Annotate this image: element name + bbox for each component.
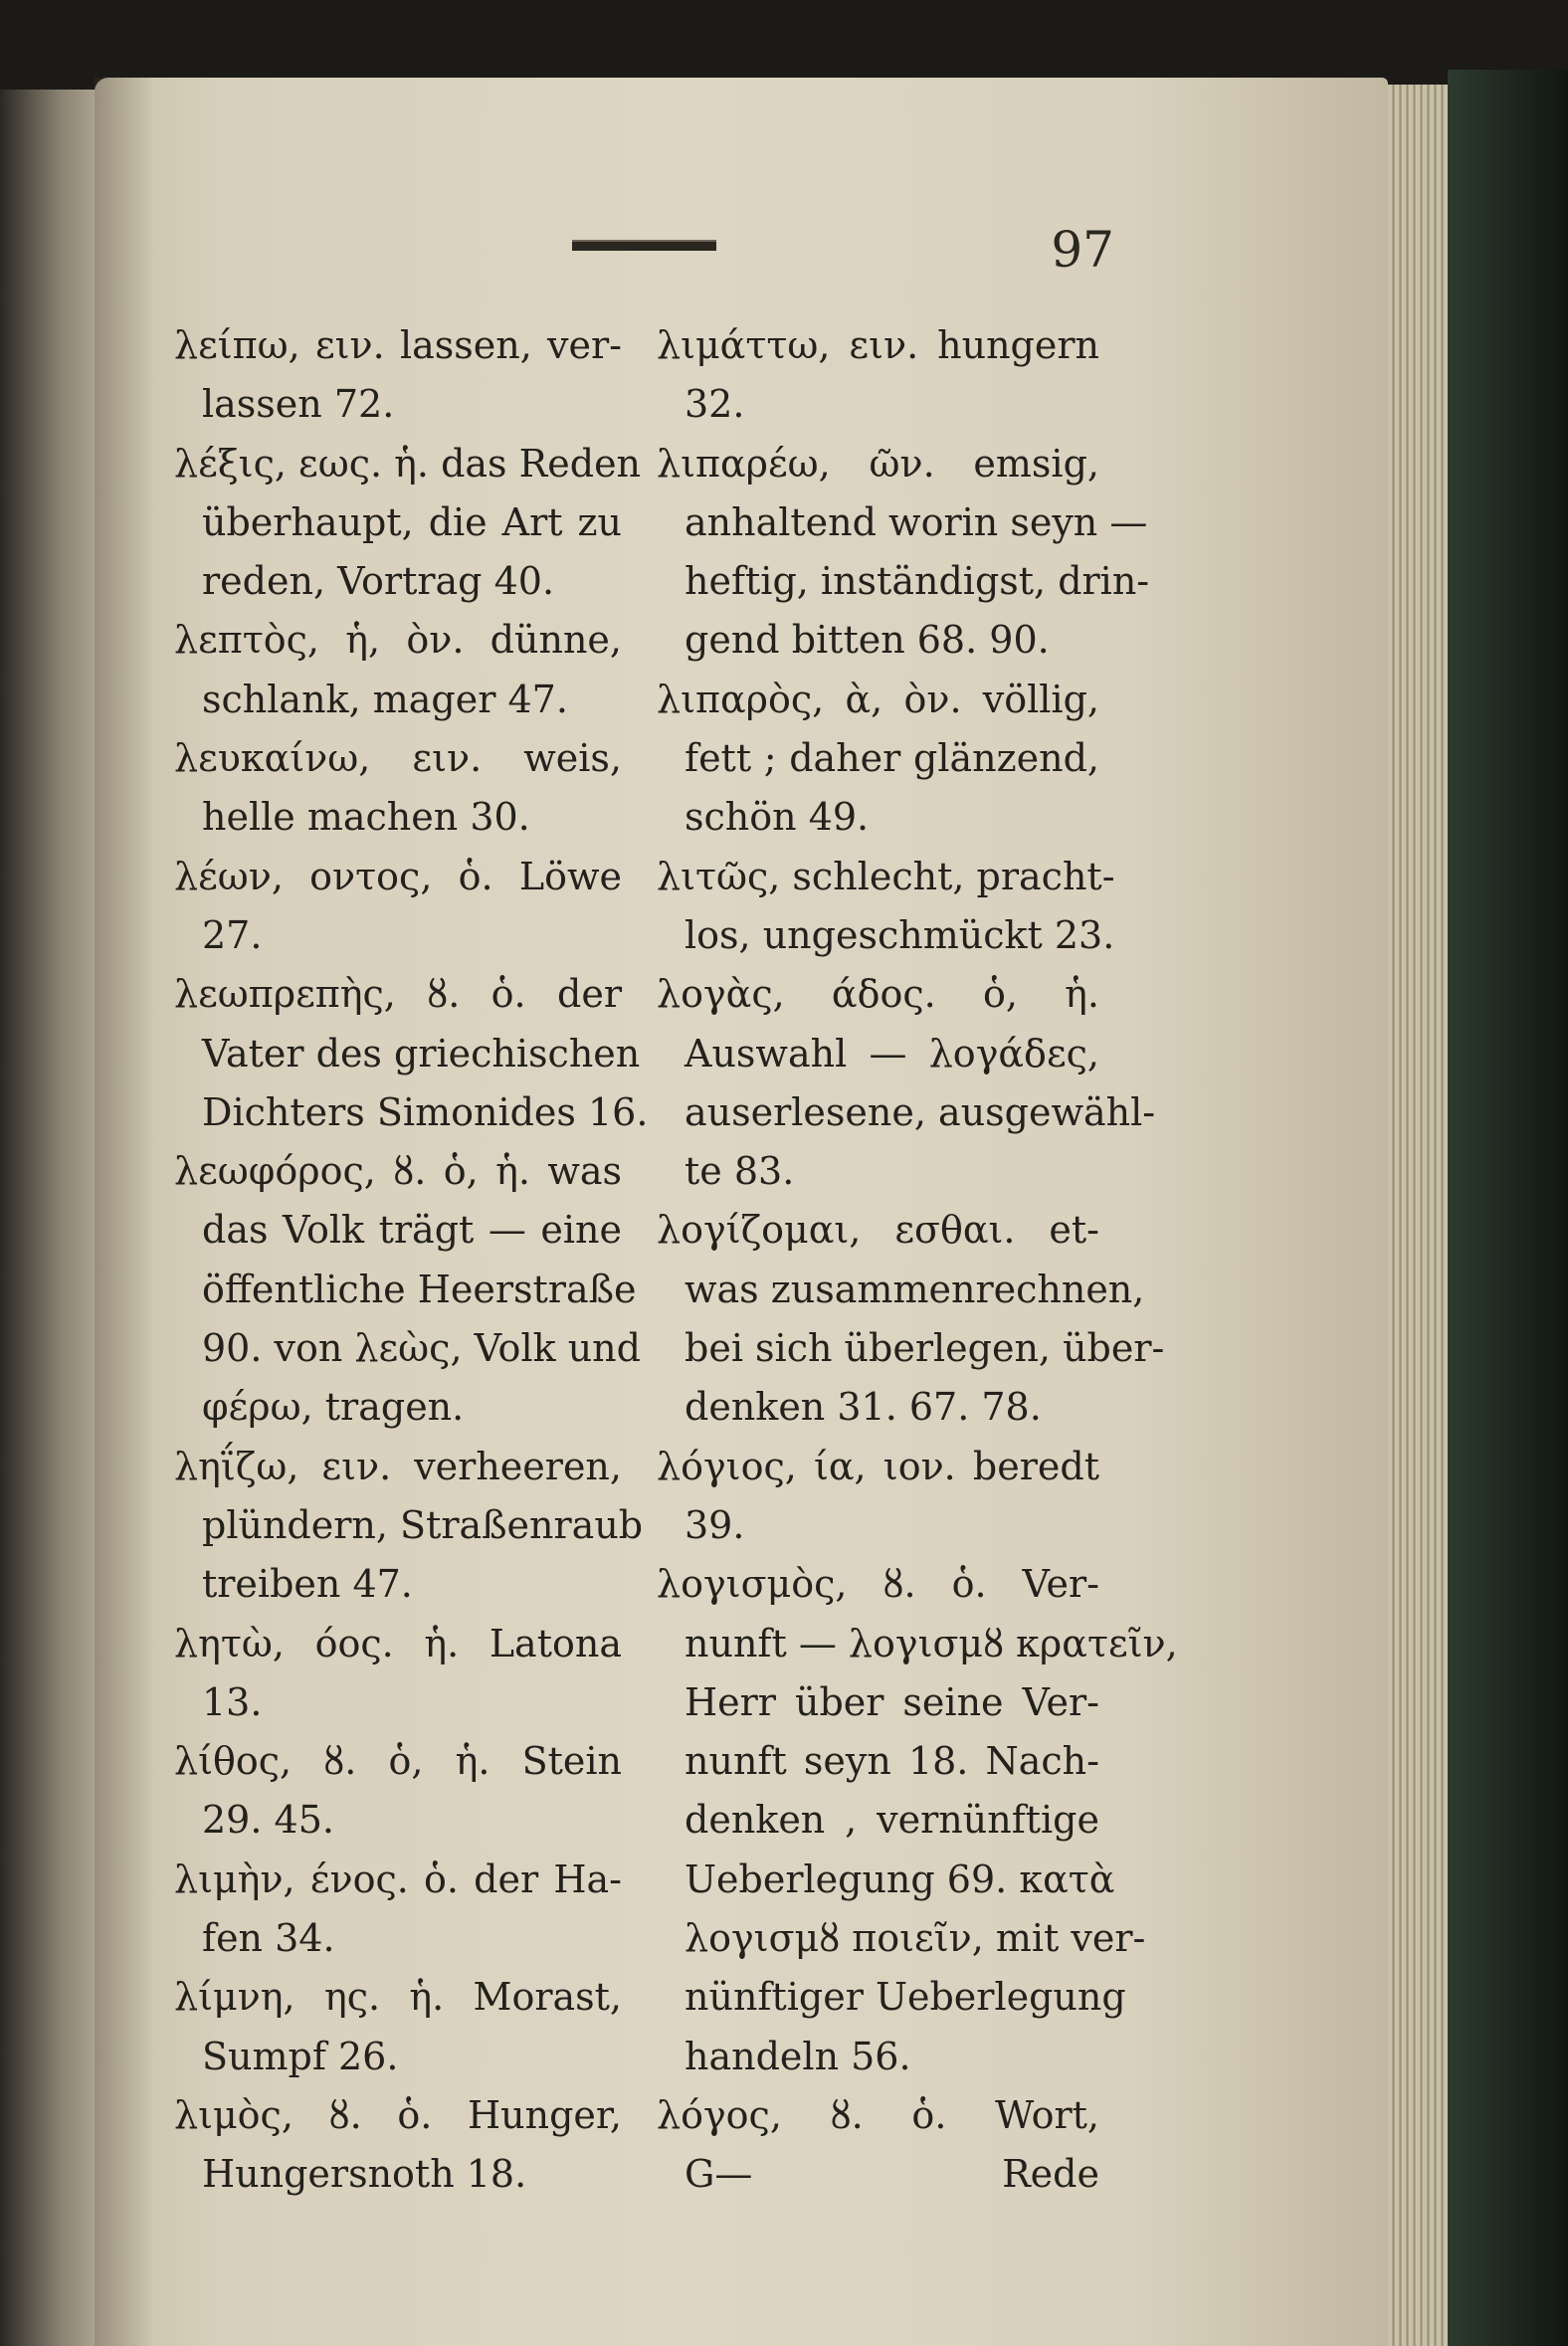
text-line: das Volk trägt — eine	[202, 1208, 622, 1253]
page-number: 97	[1051, 221, 1114, 279]
text-line: λογισμὸς, ȣ. ὁ. Ver-	[657, 1562, 1099, 1607]
text-line: ληΐζω, ειν. verheeren,	[174, 1444, 622, 1488]
text-line: Dichters Simonides 16.	[202, 1089, 649, 1134]
text-line: bei sich überlegen, über-	[685, 1326, 1165, 1371]
text-line: λείπω, ειν. lassen, ver-	[174, 323, 622, 367]
text-line: λητὼ, όος. ἡ. Latona	[174, 1621, 622, 1665]
text-line: G— Rede	[685, 2152, 1099, 2197]
text-line: überhaupt, die Art zu	[202, 499, 622, 544]
text-line: λευκαίνω, ειν. weis,	[174, 736, 622, 781]
text-line: λέων, οντος, ὁ. Löwe	[174, 854, 622, 898]
text-line: nünftiger Ueberlegung	[685, 1975, 1126, 2020]
left-text-column	[174, 316, 649, 2205]
text-line: lassen 72.	[202, 382, 395, 427]
text-line: λόγος, ȣ. ὁ. Wort,	[657, 2092, 1099, 2137]
text-line: handeln 56.	[685, 2034, 911, 2078]
text-line: λιμὸς, ȣ. ὁ. Hunger,	[174, 2092, 622, 2137]
text-line: gend bitten 68. 90.	[685, 618, 1050, 663]
text-line: denken , vernünftige	[685, 1798, 1099, 1843]
text-line: λιμάττω, ειν. hungern	[657, 323, 1099, 367]
text-line: λιμὴν, ένος. ὁ. der Ha-	[174, 1857, 622, 1901]
right-text-column	[657, 316, 1178, 2205]
text-line: λόγιος, ία, ιον. beredt	[657, 1444, 1099, 1488]
text-line: λογίζομαι, εσθαι. et-	[657, 1208, 1099, 1253]
text-line: λιτῶς, schlecht, pracht-	[657, 854, 1115, 898]
text-line: Ueberlegung 69. κατὰ	[685, 1857, 1115, 1901]
text-line: λεπτὸς, ἡ, ὸν. dünne,	[174, 618, 622, 663]
text-line: los, ungeschmückt 23.	[685, 912, 1115, 957]
text-line: fett ; daher glänzend,	[685, 736, 1099, 781]
text-line: helle machen 30.	[202, 795, 530, 840]
text-line: denken 31. 67. 78.	[685, 1385, 1042, 1430]
facing-page-edge	[0, 90, 109, 2346]
text-line: nunft — λογισμȣ κρατεῖν,	[685, 1621, 1178, 1665]
text-line: reden, Vortrag 40.	[202, 559, 555, 604]
text-line: nunft seyn 18. Nach-	[685, 1739, 1099, 1784]
text-line: λεωπρεπὴς, ȣ. ὁ. der	[174, 972, 622, 1017]
book-cover	[1448, 70, 1568, 2346]
text-line: Herr über seine Ver-	[685, 1679, 1099, 1724]
text-line: λίμνη, ης. ἡ. Morast,	[174, 1975, 622, 2020]
page-stack-edge	[1388, 85, 1448, 2346]
text-line: was zusammenrechnen,	[685, 1267, 1145, 1311]
text-line: treiben 47.	[202, 1562, 413, 1607]
text-line: te 83.	[685, 1149, 795, 1194]
text-line: λιπαρέω, ῶν. emsig,	[657, 441, 1099, 486]
text-line: 39.	[685, 1502, 745, 1547]
text-line: 90. von λεὼς, Volk und	[202, 1326, 641, 1371]
text-line: Auswahl — λογάδες,	[685, 1031, 1099, 1075]
text-line: 13.	[202, 1679, 263, 1724]
text-line: λιπαρὸς, ὰ, ὸν. völlig,	[657, 677, 1099, 721]
text-line: plündern, Straßenraub	[202, 1502, 644, 1547]
text-line: schön 49.	[685, 795, 870, 840]
text-line: Vater des griechischen	[202, 1031, 641, 1075]
text-line: λίθος, ȣ. ὁ, ἡ. Stein	[174, 1739, 622, 1784]
header-rule	[572, 240, 716, 251]
text-line: Sumpf 26.	[202, 2034, 399, 2078]
text-line: λεωφόρος, ȣ. ὁ, ἡ. was	[174, 1149, 622, 1194]
text-line: 29. 45.	[202, 1798, 334, 1843]
text-line: anhaltend worin seyn —	[685, 499, 1148, 544]
text-line: fen 34.	[202, 1916, 335, 1961]
text-line: Hungersnoth 18.	[202, 2152, 527, 2197]
text-line: 27.	[202, 912, 263, 957]
text-line: λογὰς, άδος. ὁ, ἡ.	[657, 972, 1099, 1017]
text-line: schlank, mager 47.	[202, 677, 568, 721]
text-line: auserlesene, ausgewähl-	[685, 1089, 1156, 1134]
text-line: λογισμȣ ποιεῖν, mit ver-	[685, 1916, 1146, 1961]
text-line: 32.	[685, 382, 745, 427]
gutter-shadow	[95, 78, 154, 2346]
text-line: öffentliche Heerstraße	[202, 1267, 637, 1311]
text-line: heftig, inständigst, drin-	[685, 559, 1150, 604]
text-line: λέξις, εως. ἡ. das Reden	[174, 441, 642, 486]
text-line: φέρω, tragen.	[202, 1385, 465, 1430]
